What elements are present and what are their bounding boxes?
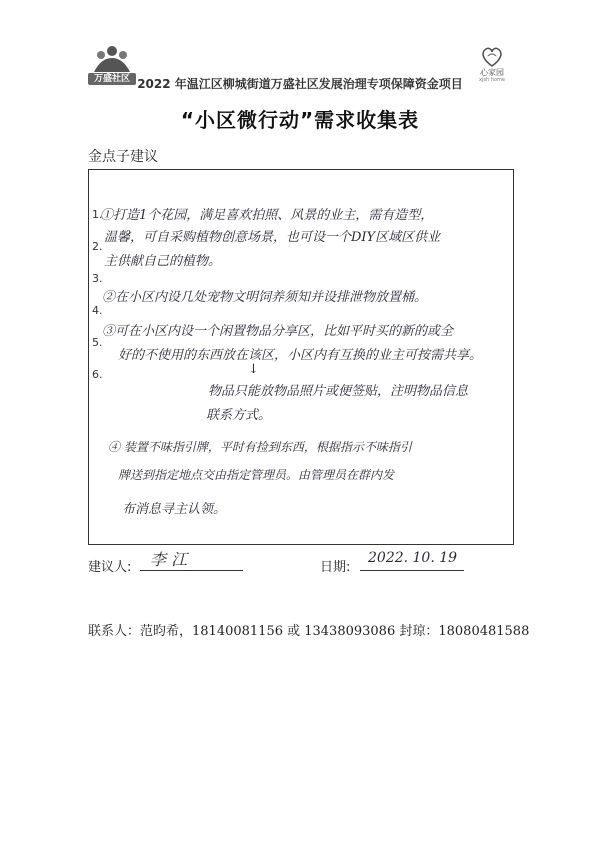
proposer-signature: 李 江 <box>150 550 188 569</box>
handwriting-line: 温馨，可自采购植物创意场景，也可设一个DIY区域区供业 <box>104 230 441 245</box>
date-value: 2022. 10. 19 <box>368 550 458 566</box>
handwriting-line: 好的不使用的东西放在该区，小区内有互换的业主可按需共享。 <box>118 348 483 363</box>
left-logo-text: 万盛社区 <box>88 73 136 85</box>
handwriting-line: ③可在小区内设一个闲置物品分享区，比如平时买的新的或全 <box>102 324 454 339</box>
section-label: 金点子建议 <box>88 149 158 165</box>
proposer-label: 建议人: <box>88 560 132 575</box>
date-label: 日期: <box>320 560 351 575</box>
heart-leaf-logo-icon <box>479 44 505 68</box>
handwriting-line: ②在小区内设几处宠物文明饲养须知并设排泄物放置桶。 <box>102 290 428 305</box>
line-number: 2. <box>92 240 103 253</box>
page-title: “小区微行动”需求收集表 <box>180 108 420 132</box>
proposer-underline <box>140 570 243 571</box>
people-logo-icon <box>92 44 132 72</box>
line-number: 6. <box>92 368 103 381</box>
right-logo-subtext: xjsh home <box>479 77 505 83</box>
date-underline <box>360 570 464 571</box>
line-number: 1. <box>92 208 103 221</box>
line-number: 3. <box>92 272 103 285</box>
handwriting-line: 联系方式。 <box>206 408 272 423</box>
handwriting-line: ①打造1个花园，满足喜欢拍照、风景的业主，需有造型， <box>100 208 434 223</box>
handwriting-line: 主供献自己的植物。 <box>104 254 222 269</box>
handwriting-line: 牌送到指定地点交由指定管理员。由管理员在群内发 <box>118 468 395 482</box>
line-number: 4. <box>92 304 103 317</box>
arrow-mark: ↓ <box>248 362 259 377</box>
handwriting-line: 布消息寻主认领。 <box>122 502 227 517</box>
handwriting-line: 物品只能放物品照片或便签贴，注明物品信息 <box>208 384 469 399</box>
project-line: 2022 年温江区柳城街道万盛社区发展治理专项保障资金项目 <box>137 77 463 91</box>
right-logo-text: 心家园 <box>480 68 504 77</box>
handwriting-line: ④ 装置不味指引牌，平时有捡到东西，根据指示不味指引 <box>108 440 412 454</box>
line-number: 5. <box>92 336 103 349</box>
contact-line: 联系人：范昀希，18140081156 或 13438093086 封琼：18080481588 <box>88 624 530 639</box>
